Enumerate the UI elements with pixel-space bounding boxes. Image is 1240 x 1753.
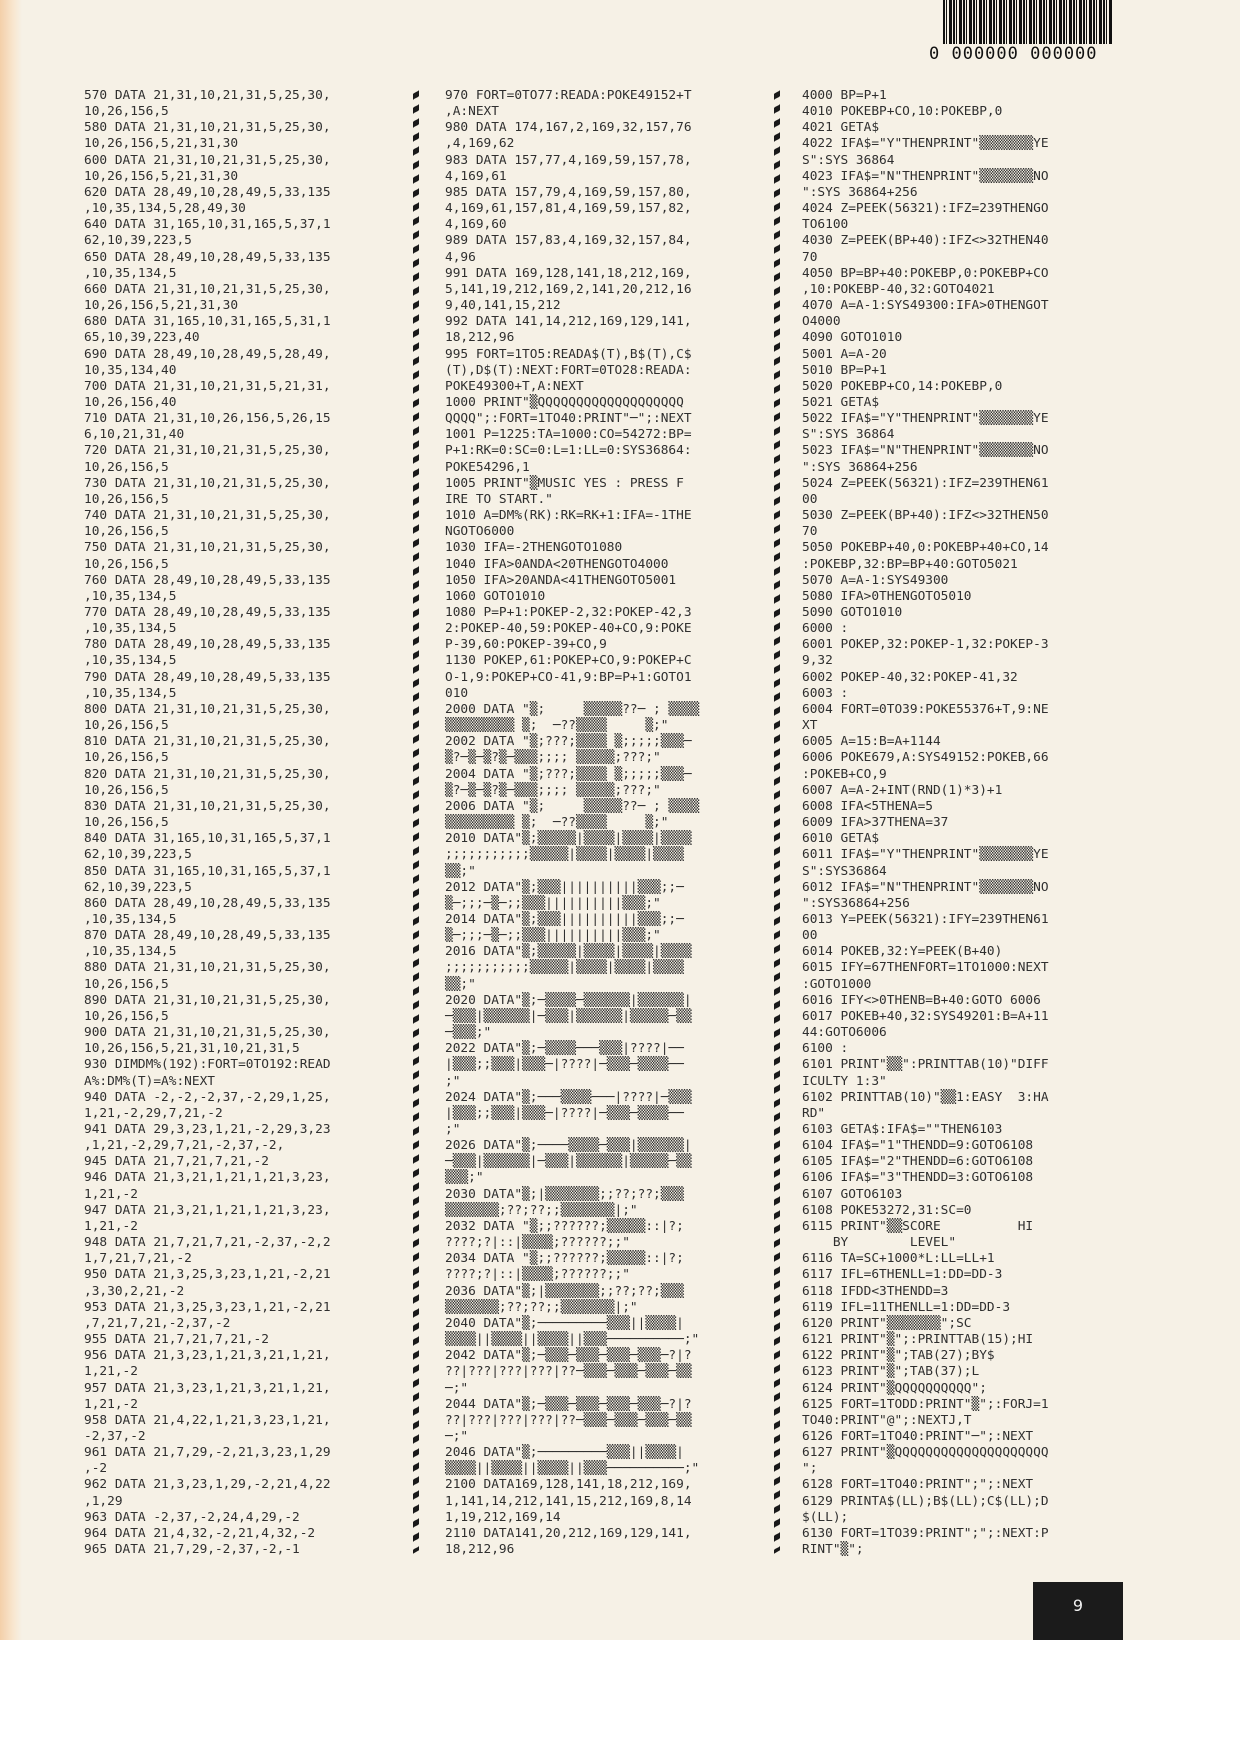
listing-column-middle: 970 FORT=0TO77:READA:POKE49152+T ,A:NEXT 980 DATA 174,167,2,169,32,157,76 ,4,169,62 983 DATA 157,77,4,169,59,157,78, 4,169,61 985 DATA 157,79,4,169,59,157,80, 4,169,61,157,81,4,169,59,157,82, 4,169,60 989 DATA 157,83,4,169,32,157,84, 4,96 991 DATA 169,128,141,18,212,169, 5,141,19,212,169,2,141,20,212,16 9,40,141,15,212 992 DATA 141,14,212,169,129,141, 18,212,96 995 FORT=1TO5:READA$(T),B$(T),C$ (T),D$(T):NEXT:FORT=0TO28:READA: POKE49300+T,A:NEXT 1000 PRINT"▒QQQQQQQQQQQQQQQQQQQ QQQQ";:FORT=1TO40:PRINT"─";:NEXT 1001 P=1225:TA=1000:CO=54272:BP= P+1:RK=0:SC=0:L=1:LL=0:SYS36864: POKE54296,1 1005 PRINT"▒MUSIC YES : PRESS F IRE TO START." 1010 A=DM%(RK):RK=RK+1:IFA=-1THE NGOTO6000 1030 IFA=-2THENGOTO1080 1040 IFA>0ANDA<20THENGOTO4000 1050 IFA>20ANDA<41THENGOTO5001 1060 GOTO1010 1080 P=P+1:POKEP-2,32:POKEP-42,3 2:POKEP-40,59:POKEP-40+CO,9:POKE P-39,60:POKEP-39+CO,9 1130 POKEP,61:POKEP+CO,9:POKEP+C O-1,9:POKEP+CO-41,9:BP=P+1:GOTO1 010 2000 DATA "▒; ▒▒▒▒▒??─ ; ▒▒▒▒ ▒▒▒▒▒▒▒▒▒ ▒; ─??▒▒▒▒ ▒;" 2002 DATA "▒;???;▒▒▒▒ ▒;;;;;▒▒▒─ ▒?─▒─▒?▒─▒▒▒;;;; ▒▒▒▒▒;???;" 2004 DATA "▒;???;▒▒▒▒ ▒;;;;;▒▒▒─ ▒?─▒─▒?▒─▒▒▒;;;; ▒▒▒▒▒;???;" 2006 DATA "▒; ▒▒▒▒▒??─ ; ▒▒▒▒ ▒▒▒▒▒▒▒▒▒ ▒; ─??▒▒▒▒ ▒;" 2010 DATA"▒;▒▒▒▒▒|▒▒▒▒|▒▒▒▒|▒▒▒▒ ;;;;;;;;;;;▒▒▒▒▒|▒▒▒▒|▒▒▒▒|▒▒▒▒ ▒▒;" 2012 DATA"▒;▒▒▒||||||||||▒▒▒;;─ ▒─;;;─▒─;;▒▒▒||||||||||▒▒▒;" 2014 DATA"▒;▒▒▒||||||||||▒▒▒;;─ ▒─;;;─▒─;;▒▒▒||||||||||▒▒▒;" 2016 DATA"▒;▒▒▒▒▒|▒▒▒▒|▒▒▒▒|▒▒▒▒ ;;;;;;;;;;;▒▒▒▒▒|▒▒▒▒|▒▒▒▒|▒▒▒▒ ▒▒;" 2020 DATA"▒;─▒▒▒▒─▒▒▒▒▒▒|▒▒▒▒▒▒| ─▒▒▒|▒▒▒▒▒▒|─▒▒▒|▒▒▒▒▒▒|▒▒▒▒▒─▒▒ ─▒▒▒;" 2022 DATA"▒;─▒▒▒▒───▒▒▒|????|── |▒▒▒;;▒▒▒|▒▒▒─|????|─▒▒▒─▒▒▒▒── ;" 2024 DATA"▒;───▒▒▒▒───|????|─▒▒▒ |▒▒▒;;▒▒▒|▒▒▒─|????|─▒▒▒─▒▒▒▒── ;" 2026 DATA"▒;────▒▒▒▒─▒▒▒|▒▒▒▒▒▒| ─▒▒▒|▒▒▒▒▒▒|─▒▒▒|▒▒▒▒▒▒|▒▒▒▒▒─▒▒ ▒▒▒;" 2030 DATA"▒;|▒▒▒▒▒▒▒;;??;??;▒▒▒ ▒▒▒▒▒▒▒;??;??;;▒▒▒▒▒▒▒|;" 2032 DATA "▒;;??????;▒▒▒▒▒::|?; ????;?|::|▒▒▒▒;??????;;" 2034 DATA "▒;;??????;▒▒▒▒▒::|?; ????;?|::|▒▒▒▒;??????;;" 2036 DATA"▒;|▒▒▒▒▒▒▒;;??;??;▒▒▒ ▒▒▒▒▒▒▒;??;??;;▒▒▒▒▒▒▒|;" 2040 DATA"▒;─────────▒▒▒||▒▒▒▒| ▒▒▒▒||▒▒▒▒||▒▒▒▒||▒▒▒──────────;" 2042 DATA"▒;─▒▒▒─▒▒▒─▒▒▒─▒▒▒─?|? ??|???|???|???|??─▒▒▒─▒▒▒─▒▒▒─▒▒ ─;" 2044 DATA"▒;─▒▒▒─▒▒▒─▒▒▒─▒▒▒─?|? ??|???|???|???|??─▒▒▒─▒▒▒─▒▒▒─▒▒ ─;" 2046 DATA"▒;─────────▒▒▒||▒▒▒▒| ▒▒▒▒||▒▒▒▒||▒▒▒▒||▒▒▒──────────;" 2100 DATA169,128,141,18,212,169, 1,141,14,212,141,15,212,169,8,14 1,19,212,169,14 2110 DATA141,20,212,169,129,141, 18,212,96	[445, 88, 700, 1558]
page-bottom-margin	[0, 1640, 1240, 1753]
column-separator-left	[413, 90, 419, 1553]
column-separator-right	[774, 90, 780, 1553]
page-number-box	[1033, 1582, 1123, 1640]
page-edge-shadow	[0, 0, 22, 1640]
listing-column-left: 570 DATA 21,31,10,21,31,5,25,30, 10,26,156,5 580 DATA 21,31,10,21,31,5,25,30, 10,26,156,5,21,31,30 600 DATA 21,31,10,21,31,5,25,30, 10,26,156,5,21,31,30 620 DATA 28,49,10,28,49,5,33,135 ,10,35,134,5,28,49,30 640 DATA 31,165,10,31,165,5,37,1 62,10,39,223,5 650 DATA 28,49,10,28,49,5,33,135 ,10,35,134,5 660 DATA 21,31,10,21,31,5,25,30, 10,26,156,5,21,31,30 680 DATA 31,165,10,31,165,5,31,1 65,10,39,223,40 690 DATA 28,49,10,28,49,5,28,49, 10,35,134,40 700 DATA 21,31,10,21,31,5,21,31, 10,26,156,40 710 DATA 21,31,10,26,156,5,26,15 6,10,21,31,40 720 DATA 21,31,10,21,31,5,25,30, 10,26,156,5 730 DATA 21,31,10,21,31,5,25,30, 10,26,156,5 740 DATA 21,31,10,21,31,5,25,30, 10,26,156,5 750 DATA 21,31,10,21,31,5,25,30, 10,26,156,5 760 DATA 28,49,10,28,49,5,33,135 ,10,35,134,5 770 DATA 28,49,10,28,49,5,33,135 ,10,35,134,5 780 DATA 28,49,10,28,49,5,33,135 ,10,35,134,5 790 DATA 28,49,10,28,49,5,33,135 ,10,35,134,5 800 DATA 21,31,10,21,31,5,25,30, 10,26,156,5 810 DATA 21,31,10,21,31,5,25,30, 10,26,156,5 820 DATA 21,31,10,21,31,5,25,30, 10,26,156,5 830 DATA 21,31,10,21,31,5,25,30, 10,26,156,5 840 DATA 31,165,10,31,165,5,37,1 62,10,39,223,5 850 DATA 31,165,10,31,165,5,37,1 62,10,39,223,5 860 DATA 28,49,10,28,49,5,33,135 ,10,35,134,5 870 DATA 28,49,10,28,49,5,33,135 ,10,35,134,5 880 DATA 21,31,10,21,31,5,25,30, 10,26,156,5 890 DATA 21,31,10,21,31,5,25,30, 10,26,156,5 900 DATA 21,31,10,21,31,5,25,30, 10,26,156,5,21,31,10,21,31,5 930 DIMDM%(192):FORT=0TO192:READ A%:DM%(T)=A%:NEXT 940 DATA -2,-2,-2,37,-2,29,1,25, 1,21,-2,29,7,21,-2 941 DATA 29,3,23,1,21,-2,29,3,23 ,1,21,-2,29,7,21,-2,37,-2, 945 DATA 21,7,21,7,21,-2 946 DATA 21,3,21,1,21,1,21,3,23, 1,21,-2 947 DATA 21,3,21,1,21,1,21,3,23, 1,21,-2 948 DATA 21,7,21,7,21,-2,37,-2,2 1,7,21,7,21,-2 950 DATA 21,3,25,3,23,1,21,-2,21 ,3,30,2,21,-2 953 DATA 21,3,25,3,23,1,21,-2,21 ,7,21,7,21,-2,37,-2 955 DATA 21,7,21,7,21,-2 956 DATA 21,3,23,1,21,3,21,1,21, 1,21,-2 957 DATA 21,3,23,1,21,3,21,1,21, 1,21,-2 958 DATA 21,4,22,1,21,3,23,1,21, -2,37,-2 961 DATA 21,7,29,-2,21,3,23,1,29 ,-2 962 DATA 21,3,23,1,29,-2,21,4,22 ,1,29 963 DATA -2,37,-2,24,4,29,-2 964 DATA 21,4,32,-2,21,4,32,-2 965 DATA 21,7,29,-2,37,-2,-1	[84, 88, 331, 1558]
listing-column-right: 4000 BP=P+1 4010 POKEBP+CO,10:POKEBP,0 4021 GETA$ 4022 IFA$="Y"THENPRINT"▒▒▒▒▒▒▒YE S":SYS 36864 4023 IFA$="N"THENPRINT"▒▒▒▒▒▒▒NO ":SYS 36864+256 4024 Z=PEEK(56321):IFZ=239THENGO TO6100 4030 Z=PEEK(BP+40):IFZ<>32THEN40 70 4050 BP=BP+40:POKEBP,0:POKEBP+CO ,10:POKEBP-40,32:GOTO4021 4070 A=A-1:SYS49300:IFA>0THENGOT O4000 4090 GOTO1010 5001 A=A-20 5010 BP=P+1 5020 POKEBP+CO,14:POKEBP,0 5021 GETA$ 5022 IFA$="Y"THENPRINT"▒▒▒▒▒▒▒YE S":SYS 36864 5023 IFA$="N"THENPRINT"▒▒▒▒▒▒▒NO ":SYS 36864+256 5024 Z=PEEK(56321):IFZ=239THEN61 00 5030 Z=PEEK(BP+40):IFZ<>32THEN50 70 5050 POKEBP+40,0:POKEBP+40+CO,14 :POKEBP,32:BP=BP+40:GOTO5021 5070 A=A-1:SYS49300 5080 IFA>0THENGOTO5010 5090 GOTO1010 6000 : 6001 POKEP,32:POKEP-1,32:POKEP-3 9,32 6002 POKEP-40,32:POKEP-41,32 6003 : 6004 FORT=0TO39:POKE55376+T,9:NE XT 6005 A=15:B=A+1144 6006 POKE679,A:SYS49152:POKEB,66 :POKEB+CO,9 6007 A=A-2+INT(RND(1)*3)+1 6008 IFA<5THENA=5 6009 IFA>37THENA=37 6010 GETA$ 6011 IFA$="Y"THENPRINT"▒▒▒▒▒▒▒YE S":SYS36864 6012 IFA$="N"THENPRINT"▒▒▒▒▒▒▒NO ":SYS36864+256 6013 Y=PEEK(56321):IFY=239THEN61 00 6014 POKEB,32:Y=PEEK(B+40) 6015 IFY=67THENFORT=1TO1000:NEXT :GOTO1000 6016 IFY<>0THENB=B+40:GOTO 6006 6017 POKEB+40,32:SYS49201:B=A+11 44:GOTO6006 6100 : 6101 PRINT"▒▒":PRINTTAB(10)"DIFF ICULTY 1:3" 6102 PRINTTAB(10)"▒▒1:EASY 3:HA RD" 6103 GETA$:IFA$=""THEN6103 6104 IFA$="1"THENDD=9:GOTO6108 6105 IFA$="2"THENDD=6:GOTO6108 6106 IFA$="3"THENDD=3:GOTO6108 6107 GOTO6103 6108 POKE53272,31:SC=0 6115 PRINT"▒▒SCORE HI BY LEVEL" 6116 TA=SC+1000*L:LL=LL+1 6117 IFL=6THENLL=1:DD=DD-3 6118 IFDD<3THENDD=3 6119 IFL=11THENLL=1:DD=DD-3 6120 PRINT"▒▒▒▒▒▒▒";SC 6121 PRINT"▒";:PRINTTAB(15);HI 6122 PRINT"▒";TAB(27);BY$ 6123 PRINT"▒";TAB(37);L 6124 PRINT"▒QQQQQQQQQQ"; 6125 FORT=1TODD:PRINT"▒";:FORJ=1 TO40:PRINT"@";:NEXTJ,T 6126 FORT=1TO40:PRINT"─";:NEXT 6127 PRINT"▒QQQQQQQQQQQQQQQQQQQQ "; 6128 FORT=1TO40:PRINT";";:NEXT 6129 PRINTA$(LL);B$(LL);C$(LL);D $(LL); 6130 FORT=1TO39:PRINT";";:NEXT:P RINT"▒";	[802, 88, 1049, 1558]
barcode	[925, 0, 1115, 64]
page-number: 9	[1072, 1596, 1084, 1615]
barcode-number: 0 000000 000000	[929, 44, 1098, 64]
barcode-bars	[943, 0, 1113, 44]
